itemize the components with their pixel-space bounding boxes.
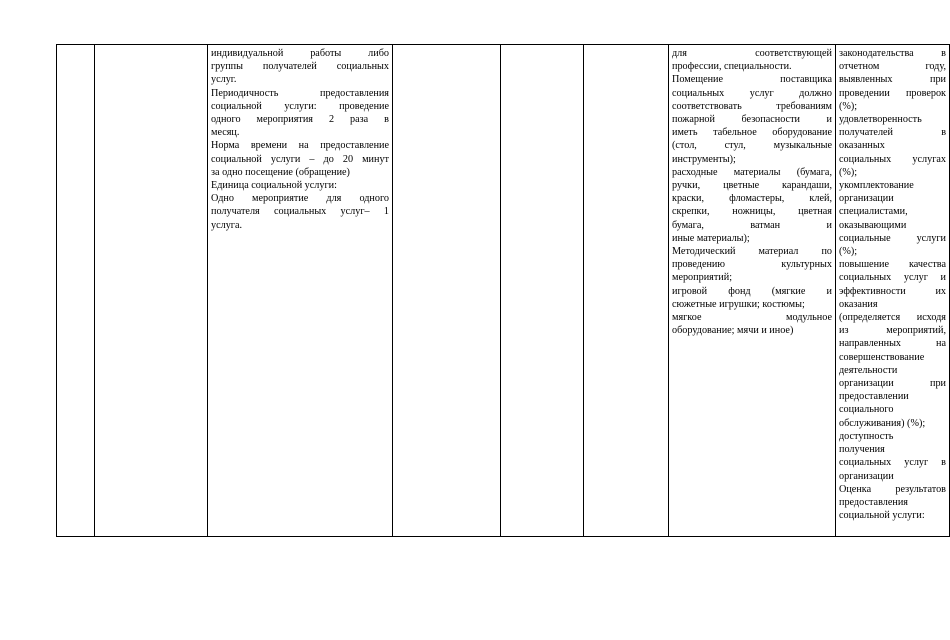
text-line: услуг. <box>211 74 237 86</box>
text-line: социального <box>839 404 894 416</box>
services-table <box>56 44 950 537</box>
text-line: Помещение поставщика <box>672 74 832 86</box>
text-line: мероприятий; <box>672 272 733 284</box>
text-line: законодательства в <box>839 48 946 59</box>
text-line: группы получателей социальных <box>211 61 389 73</box>
text-line: оказывающими <box>839 219 907 231</box>
text-line: деятельности <box>839 364 898 376</box>
text-line: удовлетворенность <box>839 114 922 126</box>
text-line: (%); <box>839 100 858 112</box>
col3-text <box>211 47 389 232</box>
text-line: проведению культурных <box>672 259 832 271</box>
text-line: пожарной безопасности и <box>672 114 832 126</box>
text-line: оказания <box>839 298 878 310</box>
text-line: организации при <box>839 378 946 390</box>
text-line: укомплектование <box>839 180 914 192</box>
text-line: (%); <box>839 246 858 258</box>
text-line: для соответствующей <box>672 48 832 59</box>
text-line: повышение качества <box>839 259 946 271</box>
text-line: за одно посещение (обращение) <box>211 166 350 178</box>
text-line: социальных услуг и <box>839 272 946 284</box>
cell-col3 <box>208 45 393 537</box>
text-line: Единица социальной услуги: <box>211 180 337 192</box>
text-line: оборудование; мячи и иное) <box>672 325 794 337</box>
text-line: (%); <box>839 166 858 178</box>
text-line: Периодичность предоставления <box>211 87 389 99</box>
text-line: социальных услуг должно <box>672 87 832 99</box>
table-row <box>57 45 950 537</box>
text-line: социальной услуги: проведение <box>211 100 389 112</box>
text-line: сюжетные игрушки; костюмы; <box>672 298 805 310</box>
text-line: совершенствование <box>839 351 925 363</box>
text-line: доступность <box>839 430 894 442</box>
text-line: бумага, ватман и <box>672 219 832 231</box>
text-line: ручки, цветные карандаши, <box>672 180 832 192</box>
text-line: краски, фломастеры, клей, <box>672 193 832 205</box>
text-line: месяц. <box>211 127 240 139</box>
text-line: инструменты); <box>672 153 736 165</box>
text-line: специалистами, <box>839 206 908 218</box>
text-line: социальных услугах <box>839 153 946 165</box>
cell-col4 <box>393 45 501 537</box>
text-line: проведении проверок <box>839 87 946 99</box>
text-line: социальной услуги: <box>839 510 925 522</box>
text-line: мягкое модульное <box>672 312 832 324</box>
text-line: (стол, стул, музыкальные <box>672 140 832 152</box>
text-line: услуга. <box>211 219 243 231</box>
cell-col8 <box>836 45 950 537</box>
text-line: выявленных при <box>839 74 946 86</box>
text-line: скрепки, ножницы, цветная <box>672 206 832 218</box>
text-line: отчетном году, <box>839 61 946 73</box>
cell-col1 <box>57 45 95 537</box>
text-line: социальные услуги <box>839 232 946 244</box>
text-line: оказанных <box>839 140 885 152</box>
text-line: одного мероприятия 2 раза в <box>211 114 389 126</box>
cell-col6 <box>584 45 669 537</box>
text-line: (определяется исходя <box>839 312 946 324</box>
text-line: индивидуальной работы либо <box>211 48 389 59</box>
text-line: Методический материал по <box>672 246 832 258</box>
col8-text <box>839 47 946 522</box>
text-line: эффективности их <box>839 285 946 297</box>
text-line: обслуживания) (%); <box>839 417 926 429</box>
text-line: игровой фонд (мягкие и <box>672 285 832 297</box>
cell-col2 <box>95 45 208 537</box>
text-line: Норма времени на предоставление <box>211 140 389 152</box>
text-line: иметь табельное оборудование <box>672 127 832 139</box>
text-line: социальной услуги – до 20 минут <box>211 153 389 165</box>
text-line: соответствовать требованиям <box>672 100 832 112</box>
text-line: направленных на <box>839 338 946 350</box>
text-line: Оценка результатов <box>839 483 946 495</box>
col7-text <box>672 47 832 337</box>
text-line: социальных услуг в <box>839 457 946 469</box>
text-line: профессии, специальности. <box>672 61 792 73</box>
text-line: получателей в <box>839 127 946 139</box>
text-line: из мероприятий, <box>839 325 946 337</box>
cell-col7 <box>669 45 836 537</box>
text-line: получения <box>839 444 885 456</box>
text-line: предоставления <box>839 496 908 508</box>
text-line: Одно мероприятие для одного <box>211 193 389 205</box>
text-line: иные материалы); <box>672 232 750 244</box>
text-line: получателя социальных услуг– 1 <box>211 206 389 218</box>
text-line: организации <box>839 470 894 482</box>
text-line: организации <box>839 193 894 205</box>
cell-col5 <box>501 45 584 537</box>
text-line: расходные материалы (бумага, <box>672 166 832 178</box>
text-line: предоставлении <box>839 391 909 403</box>
